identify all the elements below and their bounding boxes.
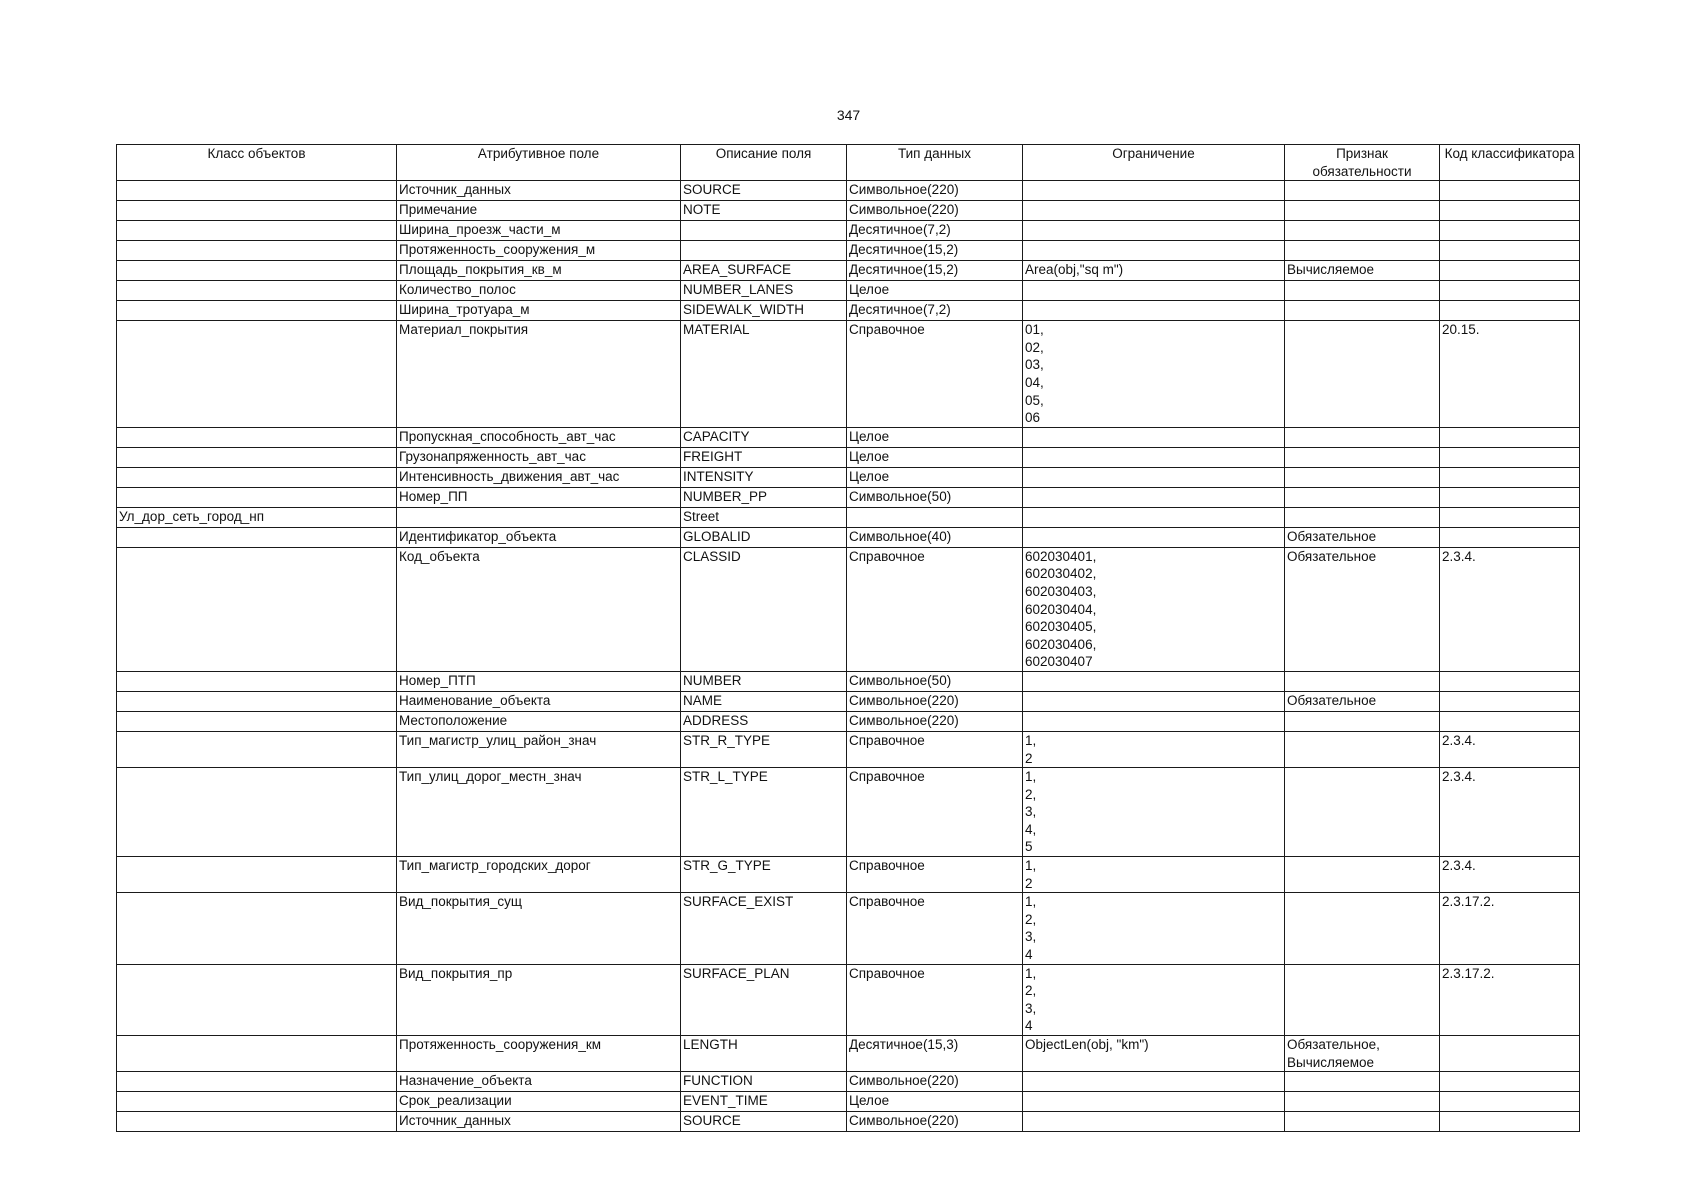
constraint-cell: 602030401, 602030402, 602030403, 602030404, 602030405, 602030406, 602030407 (1023, 547, 1285, 671)
object-class-cell (117, 857, 397, 893)
classifier-code-cell (1440, 671, 1580, 691)
table-row (117, 731, 1580, 767)
table-row (117, 467, 1580, 487)
object-class-cell (117, 427, 397, 447)
mandatory-flag-cell (1285, 507, 1440, 527)
classifier-code-cell (1440, 691, 1580, 711)
constraint-cell (1023, 691, 1285, 711)
mandatory-flag-cell (1285, 731, 1440, 767)
object-class-cell (117, 261, 397, 281)
constraint-cell (1023, 201, 1285, 221)
classifier-code-cell: 2.3.4. (1440, 768, 1580, 857)
classifier-code-cell (1440, 711, 1580, 731)
data-type-cell: Символьное(50) (847, 671, 1023, 691)
field-description-cell: NAME (681, 691, 847, 711)
table-row (117, 181, 1580, 201)
mandatory-flag-cell (1285, 857, 1440, 893)
data-type-cell: Символьное(220) (847, 1112, 1023, 1132)
data-type-cell: Символьное(40) (847, 527, 1023, 547)
object-class-cell (117, 1092, 397, 1112)
mandatory-flag-cell: Обязательное (1285, 691, 1440, 711)
constraint-cell: 1, 2, 3, 4 (1023, 964, 1285, 1035)
attribute-field-cell: Вид_покрытия_пр (397, 964, 681, 1035)
attribute-field-cell: Назначение_объекта (397, 1072, 681, 1092)
data-type-cell: Справочное (847, 857, 1023, 893)
object-class-cell: Ул_дор_сеть_город_нп (117, 507, 397, 527)
mandatory-flag-cell (1285, 893, 1440, 964)
data-type-cell: Целое (847, 427, 1023, 447)
attribute-table (116, 144, 1580, 1132)
object-class-cell (117, 281, 397, 301)
mandatory-flag-cell (1285, 447, 1440, 467)
classifier-code-cell (1440, 467, 1580, 487)
mandatory-flag-cell (1285, 487, 1440, 507)
object-class-cell (117, 241, 397, 261)
object-class-cell (117, 893, 397, 964)
data-type-cell: Справочное (847, 547, 1023, 671)
classifier-code-cell: 2.3.4. (1440, 731, 1580, 767)
constraint-cell (1023, 1092, 1285, 1112)
field-description-cell: GLOBALID (681, 527, 847, 547)
data-type-cell: Символьное(220) (847, 181, 1023, 201)
table-row (117, 527, 1580, 547)
classifier-code-cell (1440, 527, 1580, 547)
field-description-cell: STR_R_TYPE (681, 731, 847, 767)
field-description-cell: NUMBER_LANES (681, 281, 847, 301)
data-type-cell: Справочное (847, 731, 1023, 767)
header-attribute-field: Атрибутивное поле (397, 145, 681, 181)
header-object-class: Класс объектов (117, 145, 397, 181)
classifier-code-cell (1440, 221, 1580, 241)
data-type-cell: Десятичное(15,2) (847, 241, 1023, 261)
object-class-cell (117, 527, 397, 547)
constraint-cell (1023, 671, 1285, 691)
field-description-cell (681, 241, 847, 261)
classifier-code-cell (1440, 507, 1580, 527)
table-row (117, 201, 1580, 221)
classifier-code-cell (1440, 487, 1580, 507)
field-description-cell: STR_L_TYPE (681, 768, 847, 857)
constraint-cell (1023, 1112, 1285, 1132)
mandatory-flag-cell (1285, 1072, 1440, 1092)
mandatory-flag-cell: Вычисляемое (1285, 261, 1440, 281)
classifier-code-cell (1440, 1036, 1580, 1072)
field-description-cell: SURFACE_PLAN (681, 964, 847, 1035)
attribute-field-cell: Идентификатор_объекта (397, 527, 681, 547)
object-class-cell (117, 221, 397, 241)
classifier-code-cell (1440, 447, 1580, 467)
field-description-cell: STR_G_TYPE (681, 857, 847, 893)
mandatory-flag-cell (1285, 1112, 1440, 1132)
field-description-cell: ADDRESS (681, 711, 847, 731)
constraint-cell (1023, 711, 1285, 731)
table-row (117, 857, 1580, 893)
data-type-cell: Целое (847, 467, 1023, 487)
mandatory-flag-cell (1285, 427, 1440, 447)
classifier-code-cell (1440, 281, 1580, 301)
classifier-code-cell: 2.3.4. (1440, 857, 1580, 893)
attribute-field-cell: Пропускная_способность_авт_час (397, 427, 681, 447)
field-description-cell: MATERIAL (681, 321, 847, 428)
mandatory-flag-cell: Обязательное (1285, 547, 1440, 671)
table-row (117, 487, 1580, 507)
table-row (117, 427, 1580, 447)
classifier-code-cell (1440, 427, 1580, 447)
object-class-cell (117, 1072, 397, 1092)
attribute-field-cell: Интенсивность_движения_авт_час (397, 467, 681, 487)
classifier-code-cell (1440, 1092, 1580, 1112)
constraint-cell (1023, 221, 1285, 241)
data-type-cell: Целое (847, 1092, 1023, 1112)
object-class-cell (117, 1036, 397, 1072)
data-type-cell: Десятичное(7,2) (847, 221, 1023, 241)
data-type-cell: Десятичное(7,2) (847, 301, 1023, 321)
constraint-cell (1023, 507, 1285, 527)
header-classifier-code: Код классификатора (1440, 145, 1580, 181)
attribute-field-cell: Местоположение (397, 711, 681, 731)
field-description-cell: EVENT_TIME (681, 1092, 847, 1112)
field-description-cell: Street (681, 507, 847, 527)
field-description-cell: FUNCTION (681, 1072, 847, 1092)
table-row (117, 321, 1580, 428)
field-description-cell: SIDEWALK_WIDTH (681, 301, 847, 321)
table-row (117, 1072, 1580, 1092)
mandatory-flag-cell (1285, 241, 1440, 261)
field-description-cell: NOTE (681, 201, 847, 221)
attribute-field-cell: Тип_магистр_улиц_район_знач (397, 731, 681, 767)
field-description-cell: CAPACITY (681, 427, 847, 447)
table-row (117, 507, 1580, 527)
mandatory-flag-cell (1285, 1092, 1440, 1112)
header-field-description: Описание поля (681, 145, 847, 181)
attribute-field-cell: Номер_ПТП (397, 671, 681, 691)
data-type-cell: Целое (847, 447, 1023, 467)
constraint-cell: 1, 2 (1023, 731, 1285, 767)
attribute-field-cell: Грузонапряженность_авт_час (397, 447, 681, 467)
table-row (117, 1092, 1580, 1112)
attribute-field-cell: Источник_данных (397, 181, 681, 201)
field-description-cell: NUMBER_PP (681, 487, 847, 507)
mandatory-flag-cell: Обязательное (1285, 527, 1440, 547)
data-type-cell: Справочное (847, 768, 1023, 857)
attribute-field-cell: Источник_данных (397, 1112, 681, 1132)
mandatory-flag-cell (1285, 321, 1440, 428)
field-description-cell: FREIGHT (681, 447, 847, 467)
constraint-cell (1023, 527, 1285, 547)
data-type-cell: Десятичное(15,3) (847, 1036, 1023, 1072)
table-row (117, 711, 1580, 731)
header-mandatory-flag: Признак обязательности (1285, 145, 1440, 181)
data-type-cell (847, 507, 1023, 527)
constraint-cell: Area(obj,"sq m") (1023, 261, 1285, 281)
constraint-cell: ObjectLen(obj, "km") (1023, 1036, 1285, 1072)
classifier-code-cell (1440, 1112, 1580, 1132)
constraint-cell (1023, 427, 1285, 447)
field-description-cell: CLASSID (681, 547, 847, 671)
constraint-cell: 01, 02, 03, 04, 05, 06 (1023, 321, 1285, 428)
constraint-cell (1023, 1072, 1285, 1092)
field-description-cell: SURFACE_EXIST (681, 893, 847, 964)
object-class-cell (117, 671, 397, 691)
mandatory-flag-cell (1285, 221, 1440, 241)
data-type-cell: Символьное(50) (847, 487, 1023, 507)
data-type-cell: Символьное(220) (847, 201, 1023, 221)
constraint-cell (1023, 467, 1285, 487)
mandatory-flag-cell (1285, 281, 1440, 301)
constraint-cell (1023, 241, 1285, 261)
classifier-code-cell (1440, 181, 1580, 201)
field-description-cell: LENGTH (681, 1036, 847, 1072)
attribute-field-cell: Ширина_проезж_части_м (397, 221, 681, 241)
table-row (117, 691, 1580, 711)
constraint-cell: 1, 2 (1023, 857, 1285, 893)
attribute-field-cell: Наименование_объекта (397, 691, 681, 711)
data-type-cell: Справочное (847, 964, 1023, 1035)
mandatory-flag-cell (1285, 201, 1440, 221)
classifier-code-cell: 2.3.17.2. (1440, 964, 1580, 1035)
object-class-cell (117, 487, 397, 507)
object-class-cell (117, 1112, 397, 1132)
constraint-cell: 1, 2, 3, 4, 5 (1023, 768, 1285, 857)
constraint-cell (1023, 447, 1285, 467)
attribute-field-cell: Код_объекта (397, 547, 681, 671)
attribute-field-cell (397, 507, 681, 527)
table-row (117, 241, 1580, 261)
mandatory-flag-cell: Обязательное, Вычисляемое (1285, 1036, 1440, 1072)
object-class-cell (117, 768, 397, 857)
classifier-code-cell (1440, 261, 1580, 281)
table-row (117, 447, 1580, 467)
table-row (117, 547, 1580, 671)
table-row (117, 893, 1580, 964)
attribute-field-cell: Протяженность_сооружения_км (397, 1036, 681, 1072)
object-class-cell (117, 691, 397, 711)
attribute-field-cell: Ширина_тротуара_м (397, 301, 681, 321)
constraint-cell (1023, 281, 1285, 301)
field-description-cell: SOURCE (681, 1112, 847, 1132)
classifier-code-cell: 2.3.4. (1440, 547, 1580, 671)
object-class-cell (117, 731, 397, 767)
mandatory-flag-cell (1285, 671, 1440, 691)
constraint-cell (1023, 487, 1285, 507)
classifier-code-cell (1440, 241, 1580, 261)
attribute-field-cell: Вид_покрытия_сущ (397, 893, 681, 964)
attribute-field-cell: Протяженность_сооружения_м (397, 241, 681, 261)
attribute-field-cell: Срок_реализации (397, 1092, 681, 1112)
field-description-cell: SOURCE (681, 181, 847, 201)
field-description-cell: AREA_SURFACE (681, 261, 847, 281)
table-row (117, 261, 1580, 281)
header-constraint: Ограничение (1023, 145, 1285, 181)
table-row (117, 964, 1580, 1035)
table-row (117, 1036, 1580, 1072)
classifier-code-cell: 20.15. (1440, 321, 1580, 428)
classifier-code-cell: 2.3.17.2. (1440, 893, 1580, 964)
attribute-field-cell: Количество_полос (397, 281, 681, 301)
object-class-cell (117, 711, 397, 731)
field-description-cell: NUMBER (681, 671, 847, 691)
table-row (117, 1112, 1580, 1132)
object-class-cell (117, 467, 397, 487)
table-body (117, 181, 1580, 1132)
constraint-cell (1023, 301, 1285, 321)
object-class-cell (117, 547, 397, 671)
data-type-cell: Целое (847, 281, 1023, 301)
data-type-cell: Символьное(220) (847, 711, 1023, 731)
object-class-cell (117, 964, 397, 1035)
field-description-cell (681, 221, 847, 241)
data-type-cell: Справочное (847, 321, 1023, 428)
object-class-cell (117, 201, 397, 221)
constraint-cell: 1, 2, 3, 4 (1023, 893, 1285, 964)
attribute-field-cell: Номер_ПП (397, 487, 681, 507)
classifier-code-cell (1440, 201, 1580, 221)
table-row (117, 671, 1580, 691)
object-class-cell (117, 301, 397, 321)
object-class-cell (117, 321, 397, 428)
table-header-row (117, 145, 1580, 181)
field-description-cell: INTENSITY (681, 467, 847, 487)
attribute-field-cell: Материал_покрытия (397, 321, 681, 428)
attribute-field-cell: Примечание (397, 201, 681, 221)
data-type-cell: Символьное(220) (847, 1072, 1023, 1092)
data-type-cell: Справочное (847, 893, 1023, 964)
table-row (117, 221, 1580, 241)
mandatory-flag-cell (1285, 467, 1440, 487)
mandatory-flag-cell (1285, 711, 1440, 731)
object-class-cell (117, 181, 397, 201)
attribute-field-cell: Площадь_покрытия_кв_м (397, 261, 681, 281)
constraint-cell (1023, 181, 1285, 201)
classifier-code-cell (1440, 301, 1580, 321)
mandatory-flag-cell (1285, 768, 1440, 857)
attribute-field-cell: Тип_магистр_городских_дорог (397, 857, 681, 893)
page-number: 347 (836, 107, 861, 123)
object-class-cell (117, 447, 397, 467)
data-type-cell: Символьное(220) (847, 691, 1023, 711)
mandatory-flag-cell (1285, 181, 1440, 201)
table-row (117, 768, 1580, 857)
attribute-field-cell: Тип_улиц_дорог_местн_знач (397, 768, 681, 857)
mandatory-flag-cell (1285, 301, 1440, 321)
table-row (117, 301, 1580, 321)
header-data-type: Тип данных (847, 145, 1023, 181)
mandatory-flag-cell (1285, 964, 1440, 1035)
data-type-cell: Десятичное(15,2) (847, 261, 1023, 281)
table-row (117, 281, 1580, 301)
classifier-code-cell (1440, 1072, 1580, 1092)
